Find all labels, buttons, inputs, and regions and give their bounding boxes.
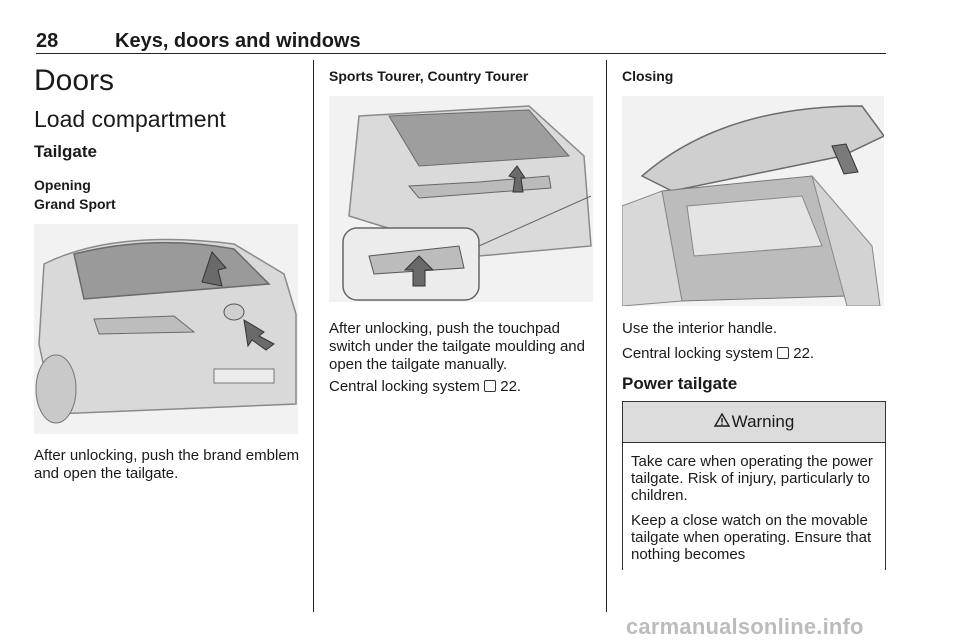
heading-sports-tourer: Sports Tourer, Country Tourer <box>329 68 529 84</box>
warning-box <box>622 401 886 570</box>
reference-page: 22. <box>793 345 815 362</box>
warning-paragraph-1: Take care when operating the power tailgate. Risk of injury, particularly to children. <box>631 453 873 504</box>
page-number: 28 <box>36 30 59 52</box>
paragraph-grand-sport: After unlocking, push the brand emblem and open the tailgate. <box>34 447 300 482</box>
heading-grand-sport: Grand Sport <box>34 196 116 212</box>
column-divider-1 <box>313 60 314 612</box>
warning-icon <box>714 412 730 432</box>
heading-power-tailgate: Power tailgate <box>622 374 738 393</box>
heading-closing: Closing <box>622 68 674 84</box>
watermark: carmanualsonline.info <box>626 614 864 639</box>
central-locking-reference <box>329 378 599 396</box>
warning-paragraph-2: Keep a close watch on the movable tailgate when operating. Ensure that nothing becomes <box>631 512 872 563</box>
central-locking-reference-closing <box>622 345 892 363</box>
warning-body <box>623 443 885 563</box>
page-reference-icon <box>484 380 496 392</box>
warning-header <box>623 402 885 443</box>
page-reference-icon <box>777 347 789 359</box>
open-tailgate-illustration <box>622 96 884 306</box>
illustration-closing-tailgate <box>622 96 884 306</box>
paragraph-closing: Use the interior handle. <box>622 320 778 337</box>
illustration-sports-tourer-tailgate <box>329 96 593 302</box>
reference-text: Central locking system <box>329 378 480 395</box>
heading-tailgate: Tailgate <box>34 142 97 161</box>
section-title: Keys, doors and windows <box>115 30 361 52</box>
heading-load-compartment: Load compartment <box>34 106 226 132</box>
header-divider <box>36 53 886 54</box>
heading-opening: Opening <box>34 177 91 193</box>
column-divider-2 <box>606 60 607 612</box>
warning-title: Warning <box>731 412 795 431</box>
car-rear-illustration <box>34 224 298 434</box>
heading-doors: Doors <box>34 64 115 97</box>
illustration-grand-sport-tailgate <box>34 224 298 434</box>
car-rear-touchpad-illustration <box>329 96 593 302</box>
reference-page: 22. <box>500 378 522 395</box>
paragraph-sports-tourer: After unlocking, push the touchpad switch under the tailgate moulding and open the tailgate manually. <box>329 320 585 373</box>
reference-text: Central locking system <box>622 345 773 362</box>
